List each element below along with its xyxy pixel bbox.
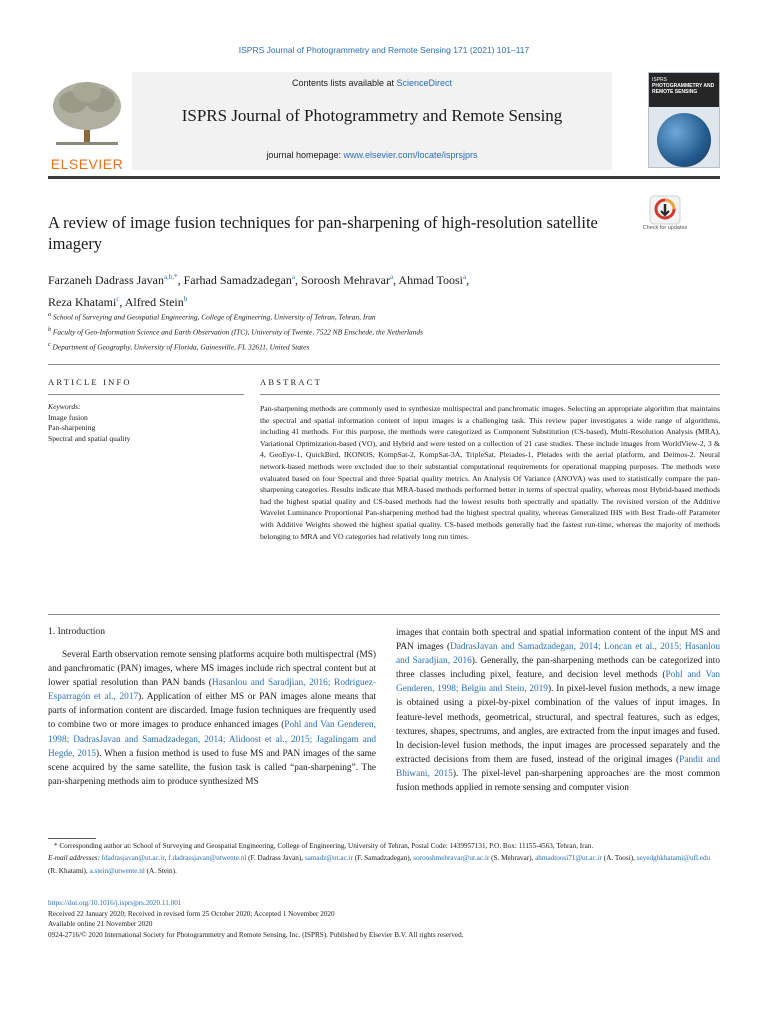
- abstract-bottom-rule: [48, 614, 720, 615]
- author-name[interactable]: Soroosh Mehravar: [300, 273, 390, 287]
- author-separator: ,: [466, 273, 470, 287]
- email-list: [48, 854, 710, 874]
- text-run: (F. Dadrass Javan),: [246, 854, 305, 863]
- citation-link[interactable]: Pandit and Bhiwani, 2015: [396, 754, 720, 779]
- abstract-rule: [260, 394, 720, 395]
- author-affiliation-marker[interactable]: a: [463, 273, 467, 281]
- introduction-left-column: [48, 648, 376, 789]
- affiliation-item: [48, 324, 668, 339]
- homepage-line: journal homepage: www.elsevier.com/locate/isprsjprs: [266, 150, 478, 160]
- citation-link[interactable]: a.stein@utwente.nl: [89, 866, 145, 875]
- cover-kicker: ISPRS: [652, 77, 668, 83]
- abstract-text: Pan-sharpening methods are commonly used to synthesize multispectral and panchromatic images. Selecting an appropriate algorithm that maintains the spectral and spatial information content of input images is a challenging task. This review paper investigates a wide range of algorithms, including 41 methods. For this purpose, the methods were categorized as Component Substitution (CS-based), Multi-Resolution Analysis (MRA), Variational Optimization-based (VO), and Hybrid and were tested on a collection of 21 case studies. These include images from WorldView-2, 3 & 4, GeoEye-1, QuickBird, IKONOS, KompSat-2, KompSat-3A, TripleSat, Pleiades-1, Pleiades with the aerial platform, and Deimos-2. Neural network-based methods were excluded due to their substantial computational requirements for operational mapping purposes. The methods were evaluated based on four Spectral and three Spatial quality metrics. An Analysis Of Variance (ANOVA) was used to statistically compare the pan-sharpening categories. Results indicate that MRA-based methods performed better in terms of spectral quality, whereas most Hybrid-based methods had the highest spatial quality and CS-based methods had the lowest results both spectrally and spatially. The revisited version of the Additive Wavelet Luminance Proportional Pan-sharpening method had the highest spectral quality, whereas Generalized IHS with Best Trade-off Parameter with Additive Weights showed the highest spatial quality. CS-based methods generally had the fastest run-time, whereas the majority of methods belonging to MRA and VO categories had relatively long run times.: [260, 404, 720, 541]
- author-name[interactable]: Farhad Samadzadegan: [183, 273, 292, 287]
- text-run: (S. Mehravar),: [489, 854, 536, 863]
- author-affiliation-marker[interactable]: c: [116, 295, 120, 303]
- masthead-box: [132, 72, 612, 170]
- author-separator: ,: [119, 295, 125, 309]
- journal-cover-thumbnail[interactable]: [648, 72, 720, 168]
- text-run: ). The pixel-level pan-sharpening approaches are the most common fusion methods applied in remote sensing and computer vision: [396, 768, 721, 794]
- copyright-line: 0924-2716/© 2020 International Society for Photogrammetry and Remote Sensing, Inc. (ISPRS). Published by Elsevier B.V. All rights reserved.: [48, 930, 464, 939]
- citation-link[interactable]: Pohl and Van Genderen, 1998; Belgiu and Stein, 2019: [396, 670, 720, 695]
- journal-homepage-link[interactable]: www.elsevier.com/locate/isprsjprs: [343, 150, 478, 160]
- footnote-rule: [48, 838, 96, 839]
- affiliation-list: [48, 309, 668, 354]
- affiliation-text: Department of Geography, University of Florida, Gainesville, FL 32611, United States: [50, 342, 310, 352]
- available-online: Available online 21 November 2020: [48, 920, 153, 929]
- author-separator: ,: [177, 273, 184, 287]
- text-run: ). Generally, the pan-sharpening methods can be categorized into three classes including pixel, feature, and decision level methods (: [396, 656, 720, 681]
- keyword-item: Image fusion: [48, 412, 88, 422]
- cover-title: PHOTOGRAMMETRY AND REMOTE SENSING: [652, 83, 715, 95]
- article-info-rule: [48, 394, 244, 395]
- citation-link[interactable]: fdadrasjavan@ut.ac.ir: [101, 854, 165, 863]
- affiliation-marker: b: [48, 326, 51, 333]
- text-run: Several Earth observation remote sensing platforms acquire both multispectral (MS) and panchromatic (PAN) images, where MS images include rich spectral content but at lower spatial resolution than PAN bands (: [48, 650, 376, 689]
- text-run: (R. Khatami),: [48, 866, 90, 875]
- citation-link[interactable]: DadrasJavan and Samadzadegan, 2014; Loncan et al., 2015; Hasanlou and Saradjian, 2016: [396, 642, 720, 667]
- affiliation-marker: c: [48, 341, 51, 348]
- article-info-heading: ARTICLE INFO: [48, 377, 132, 387]
- citation-link[interactable]: samadz@ut.ac.ir: [304, 854, 353, 863]
- publication-info: [48, 898, 720, 940]
- received-dates: Received 22 January 2020; Received in revised form 25 October 2020; Accepted 1 November 2020: [48, 909, 335, 918]
- author-name[interactable]: Alfred Stein: [124, 295, 184, 309]
- cover-title-band: [649, 73, 719, 107]
- citation-link[interactable]: sorooshmehravar@ut.ac.ir: [413, 854, 490, 863]
- affiliation-rule: [48, 364, 720, 365]
- keyword-item: Pan-sharpening: [48, 423, 96, 432]
- affiliation-item: [48, 339, 668, 354]
- elsevier-wordmark: ELSEVIER: [50, 156, 124, 172]
- author-affiliation-marker[interactable]: a,b,*: [163, 273, 178, 281]
- author-name[interactable]: Reza Khatami: [48, 295, 117, 309]
- contents-line: Contents lists available at ScienceDirect: [291, 78, 453, 88]
- corresponding-author-note: * Corresponding author at: School of Surveying and Geospatial Engineering, College of Engineering, University of Tehran, Postal Code: 1439957131, P.O. Box: 11155-4563, Tehran, Iran.: [54, 842, 594, 850]
- citation-link[interactable]: Hasanlou and Saradjian, 2016; Rodriguez-Esparragón et al., 2017: [48, 678, 377, 703]
- affiliation-text: School of Surveying and Geospatial Engineering, College of Engineering, University of Tehran, Tehran, Iran: [51, 312, 376, 322]
- citation-link[interactable]: f.dadrassjavan@utwente.nl: [168, 854, 247, 863]
- author-separator: ,: [393, 273, 399, 287]
- keywords-label: Keywords:: [48, 402, 81, 411]
- text-run: ,: [164, 854, 169, 863]
- email-label: E-mail addresses:: [48, 854, 100, 863]
- author-separator: ,: [294, 273, 301, 287]
- footnotes: [48, 840, 720, 877]
- text-run: ). In pixel-level fusion methods, a new image is obtained using a pixel-by-pixel combination of the values of input images. In feature-level methods, geometrical, structural, and spectral features, such as edges, textures, shapes, spectrums, and angles, are extracted from the input images and fused. In decision-level fusion methods, the input images are processed separately and the extracted decisions from them are fused, instead of the original images (: [396, 684, 721, 765]
- text-run: (A. Stein).: [144, 866, 177, 875]
- running-header-journal-link[interactable]: ISPRS Journal of Photogrammetry and Remote Sensing 171 (2021) 101–117: [238, 45, 530, 55]
- doi-link[interactable]: https://doi.org/10.1016/j.isprsjprs.2020.11.001: [48, 899, 182, 907]
- citation-link[interactable]: Pohl and Van Genderen, 1998; DadrasJavan and Samadzadegan, 2014; Alidoost et al., 2015; Jagalingam and Hegde, 2015: [48, 720, 376, 759]
- journal-name: ISPRS Journal of Photogrammetry and Remote Sensing: [181, 106, 563, 125]
- author-name[interactable]: Ahmad Toosi: [398, 273, 464, 287]
- article-title: A review of image fusion techniques for pan-sharpening of high-resolution satellite imagery: [48, 213, 598, 253]
- affiliation-marker: a: [48, 312, 51, 318]
- elsevier-tree-logo: [48, 76, 126, 172]
- cover-globe-image: [657, 113, 711, 167]
- introduction-right-column: [396, 626, 720, 795]
- text-run: ). Application of either MS or PAN images alone means that parts of information content are discarded. Image fusion techniques are frequently used to combine two or more images to produce enhanced images (: [48, 692, 376, 731]
- citation-link[interactable]: ahmadtoosi71@ut.ac.ir: [535, 854, 602, 863]
- text-run: ). When a fusion method is used to fuse MS and PAN images of the same scene acquired by the same satellite, the fusion task is called “pan-sharpening”. The pan-sharpening methods aim to produce synthesized MS: [48, 748, 376, 787]
- text-run: images that contain both spectral and spatial information content of the input MS and PAN images (: [396, 628, 720, 653]
- journal-masthead: [48, 72, 720, 170]
- check-updates-icon: [649, 195, 681, 225]
- running-header: [0, 45, 768, 55]
- introduction-heading: 1. Introduction: [48, 626, 106, 637]
- abstract-heading: ABSTRACT: [260, 377, 322, 387]
- affiliation-item: [48, 309, 668, 324]
- author-name[interactable]: Farzaneh Dadrass Javan: [48, 273, 164, 287]
- text-run: (F. Samadzadegan),: [352, 854, 414, 863]
- affiliation-text: Faculty of Geo-Information Science and Earth Observation (ITC), University of Twente, 7522 NB Enschede, the Netherlands: [51, 327, 423, 337]
- keywords-block: [48, 402, 244, 444]
- sciencedirect-link[interactable]: ScienceDirect: [396, 78, 453, 88]
- author-affiliation-marker[interactable]: a: [291, 273, 295, 281]
- author-affiliation-marker[interactable]: a: [389, 273, 394, 281]
- author-affiliation-marker[interactable]: b: [183, 295, 188, 303]
- email-addresses: [48, 852, 720, 877]
- keyword-item: Spectral and spatial quality: [48, 433, 131, 443]
- header-rule: [48, 176, 720, 179]
- citation-link[interactable]: seyedghkhatami@ufl.edu: [636, 854, 711, 863]
- author-list: [48, 268, 648, 312]
- check-for-updates-label: Check for updates: [642, 225, 688, 231]
- text-run: (A. Toosi),: [601, 854, 637, 863]
